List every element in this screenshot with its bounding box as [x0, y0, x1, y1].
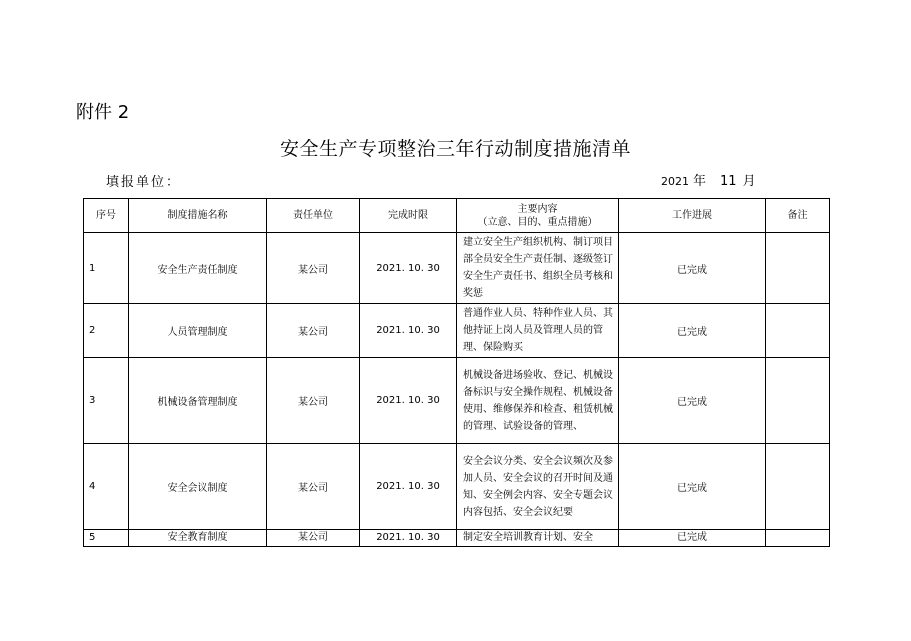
reporting-unit-label: 填报单位： — [106, 175, 182, 190]
row-deadline: 2021. 10. 30 — [360, 233, 457, 304]
report-year: 2021 — [661, 175, 689, 188]
document-title: 安全生产专项整治三年行动制度措施清单 — [279, 138, 631, 160]
row-content: 安全会议分类、安全会议频次及参加人员、安全会议的召开时间及通知、安全例会内容、安全专题会议内容包括、安全会议纪要 — [457, 444, 619, 530]
row-name: 人员管理制度 — [129, 304, 267, 358]
row-name: 安全会议制度 — [129, 444, 267, 530]
header-name: 制度措施名称 — [129, 199, 267, 233]
row-remark-text — [766, 530, 829, 546]
row-content: 普通作业人员、特种作业人员、其他持证上岗人员及管理人员的管理、保险购买 — [457, 304, 619, 358]
row-deadline: 2021. 10. 30 — [360, 358, 457, 444]
table-row — [84, 304, 830, 358]
row-seq: 4 — [84, 444, 129, 530]
row-deadline: 2021. 10. 30 — [360, 304, 457, 358]
row-unit: 某公司 — [267, 233, 360, 304]
row-name-text: 安全教育制度 — [167, 532, 228, 543]
header-content — [457, 199, 619, 233]
row-deadline — [360, 530, 457, 547]
table-header-row — [84, 199, 830, 233]
row-content: 机械设备进场验收、登记、机械设备标识与安全操作规程、机械设备使用、维修保养和检查、租赁机械的管理、试验设备的管理、 — [457, 358, 619, 444]
header-content-sub: （立意、目的、重点措施） — [477, 216, 598, 228]
row-remark — [766, 444, 830, 530]
row-content — [457, 530, 619, 547]
row-name: 安全生产责任制度 — [129, 233, 267, 304]
row-name — [129, 530, 267, 547]
row-seq-text: 5 — [89, 532, 96, 543]
row-seq: 2 — [84, 304, 129, 358]
row-progress: 已完成 — [619, 358, 766, 444]
row-remark — [766, 233, 830, 304]
row-progress: 已完成 — [619, 304, 766, 358]
report-month: 11 — [720, 174, 737, 189]
row-progress-text: 已完成 — [677, 532, 707, 543]
measures-table — [83, 198, 830, 547]
header-seq: 序号 — [84, 199, 129, 233]
row-unit-text: 某公司 — [298, 532, 328, 543]
row-progress: 已完成 — [619, 233, 766, 304]
attachment-label: 附件 2 — [76, 102, 130, 123]
row-progress — [619, 530, 766, 547]
table-row — [84, 530, 830, 547]
table-row — [84, 444, 830, 530]
row-remark — [766, 358, 830, 444]
row-unit: 某公司 — [267, 304, 360, 358]
row-content: 建立安全生产组织机构、制订项目部全员安全生产责任制、逐级签订安全生产责任书、组织全员考核和奖惩 — [457, 233, 619, 304]
row-unit: 某公司 — [267, 358, 360, 444]
row-remark — [766, 530, 830, 547]
header-content-main: 主要内容 — [517, 203, 558, 215]
table-row — [84, 358, 830, 444]
row-name: 机械设备管理制度 — [129, 358, 267, 444]
header-deadline: 完成时限 — [360, 199, 457, 233]
row-seq: 1 — [84, 233, 129, 304]
month-suffix: 月 — [742, 174, 756, 189]
row-content-text: 制定安全培训教育计划、安全 — [463, 532, 593, 543]
table-row — [84, 233, 830, 304]
row-unit: 某公司 — [267, 444, 360, 530]
row-deadline: 2021. 10. 30 — [360, 444, 457, 530]
row-seq: 3 — [84, 358, 129, 444]
year-suffix: 年 — [693, 174, 707, 189]
row-remark — [766, 304, 830, 358]
row-seq — [84, 530, 129, 547]
header-remark: 备注 — [766, 199, 830, 233]
row-deadline-text: 2021. 10. 30 — [376, 532, 440, 543]
report-date — [661, 174, 756, 190]
row-unit — [267, 530, 360, 547]
header-progress: 工作进展 — [619, 199, 766, 233]
header-unit: 责任单位 — [267, 199, 360, 233]
row-progress: 已完成 — [619, 444, 766, 530]
